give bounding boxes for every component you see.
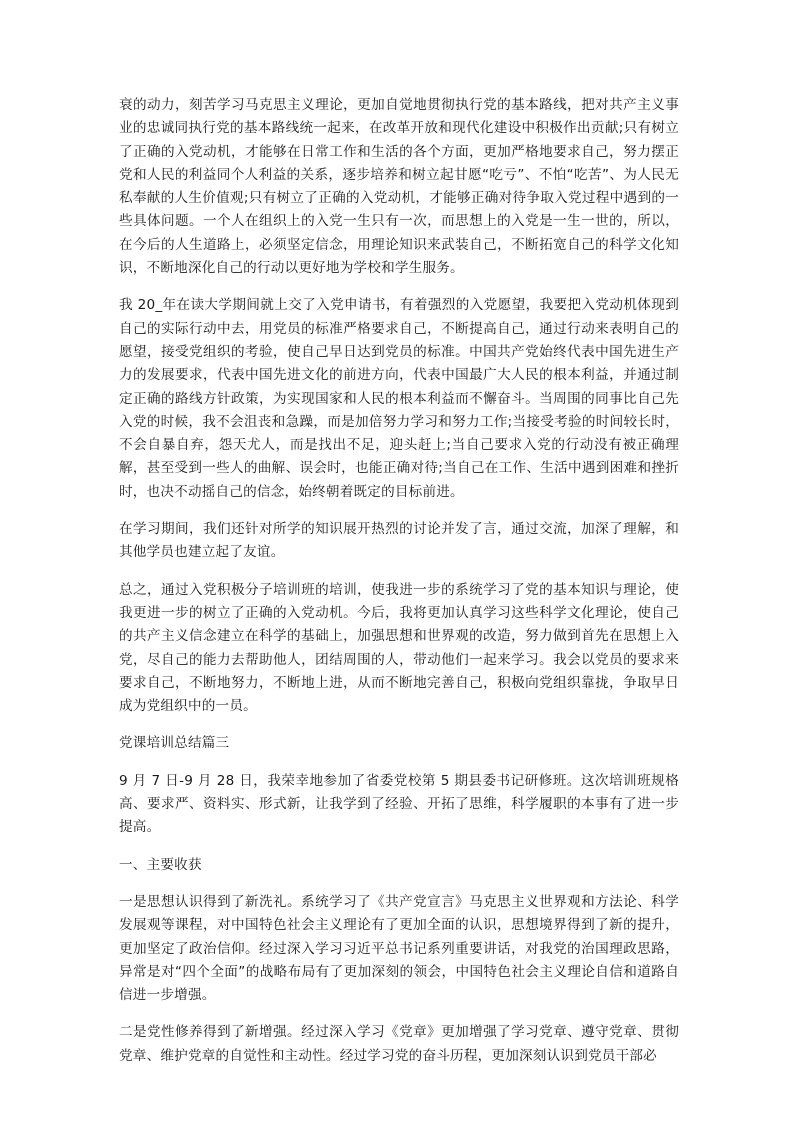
paragraph-3: 在学习期间，我们还针对所学的知识展开热烈的讨论并发了言，通过交流，加深了理解，和其他学员也建立起了友谊。 (119, 521, 679, 561)
subheading-main-gains: 一、主要收获 (119, 856, 202, 873)
paragraph-4: 总之，通过入党积极分子培训班的培训，使我进一步的系统学习了党的基本知识与理论，使我更进一步的树立了正确的入党动机。今后，我将更加认真学习这些科学文化理论，使自己的共产主义信念建立在科学的基础上，加强思想和世界观的改造，努力做到首先在思想上入党，尽自己的能力去帮助他人，团结周围的人，带动他们一起来学习。我会以党员的要求来要求自己，不断地努力，不断地上进，从而不断地完善自己，积极向党组织靠拢，争取早日成为党组织中的一员。 (119, 581, 679, 715)
document-page (119, 94, 679, 1068)
paragraph-2: 我 20_年在读大学期间就上交了入党申请书，有着强烈的入党愿望，我要把入党动机体现到自己的实际行动中去，用党员的标准严格要求自己，不断提高自己，通过行动来表明自己的愿望，接受党组织的考验，使自己早日达到党员的标准。中国共产党始终代表中国先进生产力的发展要求，代表中国先进文化的前进方向，代表中国最广大人民的根本利益，并通过制定正确的路线方针政策，为实现国家和人民的根本利益而不懈奋斗。当周围的同事比自己先入党的时候，我不会沮丧和急躁，而是加倍努力学习和努力工作;当接受考验的时间较长时，不会自暴自弃，怨天尤人，而是找出不足，迎头赶上;当自己要求入党的行动没有被正确理解，甚至受到一些人的曲解、误会时，也能正确对待;当自己在工作、生活中遇到困难和挫折时，也决不动摇自己的信念，始终朝着既定的目标前进。 (119, 297, 679, 500)
intro-paragraph: 9 月 7 日-9 月 28 日，我荣幸地参加了省委党校第 5 期县委书记研修班。这次培训班规格高、要求严、资料实、形式新，让我学到了经验、开拓了思维，科学履职的本事有了进一步提高。 (119, 772, 679, 836)
section-title: 党课培训总结篇三 (119, 735, 230, 752)
paragraph-1: 衰的动力，刻苦学习马克思主义理论，更加自觉地贯彻执行党的基本路线，把对共产主义事业的忠诚同执行党的基本路线统一起来，在改革开放和现代化建设中积极作出贡献;只有树立了正确的入党动机，才能够在日常工作和生活的各个方面，更加严格地要求自己，努力摆正党和人民的利益同个人利益的关系，逐步培养和树立起甘愿“吃亏”、不怕“吃苦”、为人民无私奉献的人生价值观;只有树立了正确的入党动机，才能够正确对待争取入党过程中遇到的一些具体问题。一个人在组织上的入党一生只有一次，而思想上的入党是一生一世的，所以，在今后的人生道路上，必须坚定信念，用理论知识来武装自己，不断拓宽自己的科学文化知识，不断地深化自己的行动以更好地为学校和学生服务。 (119, 97, 679, 277)
gain-paragraph-1: 一是思想认识得到了新洗礼。系统学习了《共产党宣言》马克思主义世界观和方法论、科学发展观等课程，对中国特色社会主义理论有了更加全面的认识，思想境界得到了新的提升，更加坚定了政治信仰。经过深入学习习近平总书记系列重要讲话，对我党的治国理政思路，异常是对“四个全面”的战略布局有了更加深刻的领会，中国特色社会主义理论自信和道路自信进一步增强。 (119, 893, 679, 1004)
gain-paragraph-2: 二是党性修养得到了新增强。经过深入学习《党章》更加增强了学习党章、遵守党章、贯彻党章、维护党章的自觉性和主动性。经过学习党的奋斗历程，更加深刻认识到党员干部必 (119, 1024, 679, 1064)
